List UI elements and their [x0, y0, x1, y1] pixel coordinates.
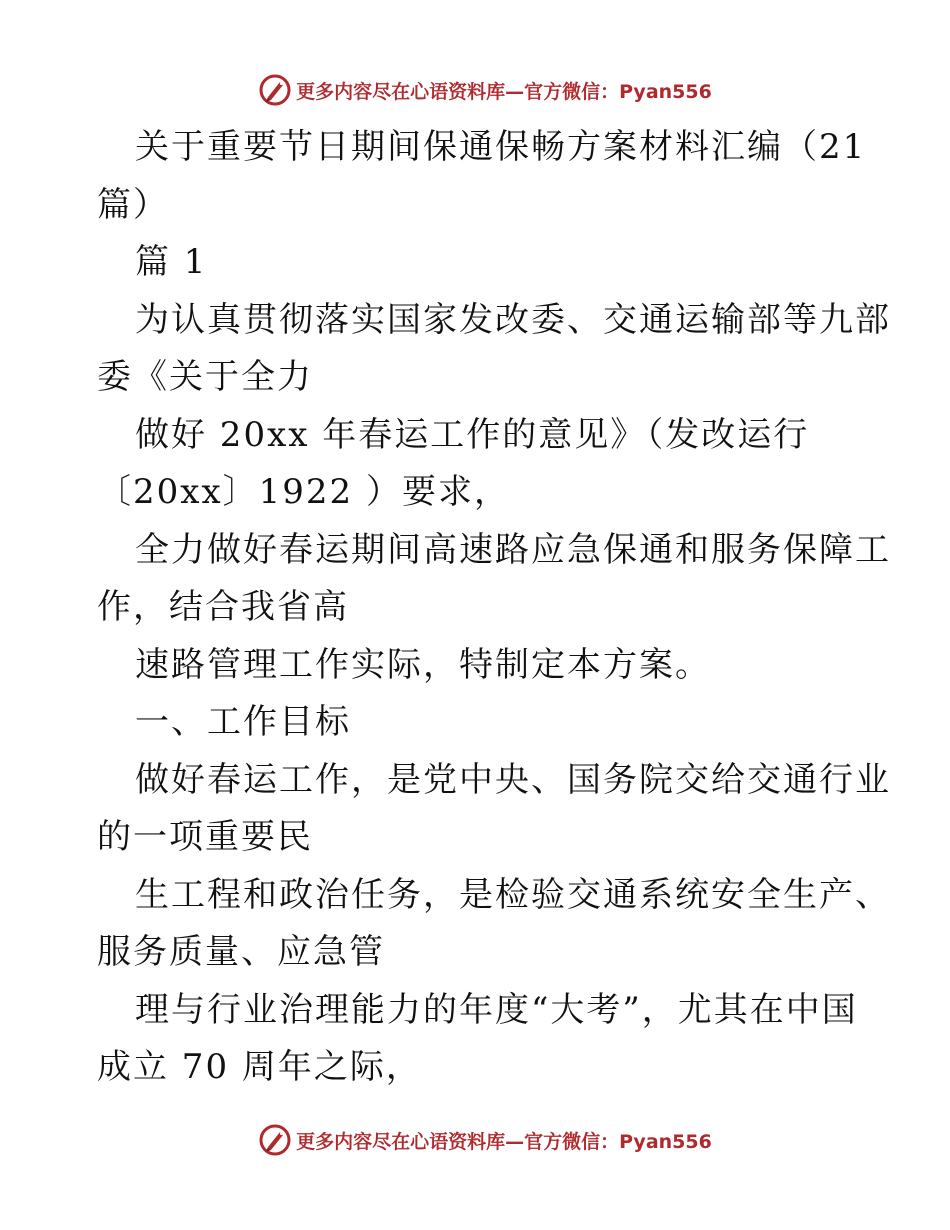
- document-line: 全力做好春运期间高速路应急保通和服务保障工: [135, 529, 891, 570]
- document-line: 委《关于全力: [97, 357, 313, 397]
- document-line: 做好春运工作，是党中央、国务院交给交通行业: [135, 759, 891, 800]
- document-line: 一、工作目标: [135, 702, 351, 742]
- document-body: [97, 119, 891, 1097]
- footer-banner-text: 更多内容尽在心语资料库—官方微信：Pyan556: [296, 1130, 712, 1153]
- footer-banner-content[interactable]: [258, 1123, 712, 1157]
- header-banner-content[interactable]: [258, 73, 712, 107]
- document-line: 篇）: [97, 184, 169, 225]
- document-line: 为认真贯彻落实国家发改委、交通运输部等九部: [135, 299, 891, 340]
- document-line: 速路管理工作实际，特制定本方案。: [135, 644, 711, 685]
- document-line: 的一项重要民: [97, 817, 313, 857]
- document-line: 篇 1: [135, 242, 208, 282]
- document-line: 理与行业治理能力的年度“大考”，尤其在中国: [135, 989, 858, 1030]
- document-line: 作，结合我省高: [97, 587, 349, 627]
- document-line: 〔20xx〕1922 ）要求，: [97, 472, 510, 512]
- document-line: 成立 70 周年之际，: [97, 1047, 422, 1087]
- header-banner-text: 更多内容尽在心语资料库—官方微信：Pyan556: [296, 80, 712, 103]
- document-line: 做好 20xx 年春运工作的意见》（发改运行: [135, 414, 810, 455]
- document-line: 生工程和政治任务，是检验交通系统安全生产、: [135, 874, 891, 915]
- pen-logo-icon: [258, 73, 292, 107]
- document-line: 服务质量、应急管: [97, 932, 385, 972]
- document-line: 关于重要节日期间保通保畅方案材料汇编（21: [135, 127, 867, 167]
- header-banner: [0, 70, 950, 110]
- footer-banner: [0, 1120, 950, 1160]
- pen-logo-icon: [258, 1123, 292, 1157]
